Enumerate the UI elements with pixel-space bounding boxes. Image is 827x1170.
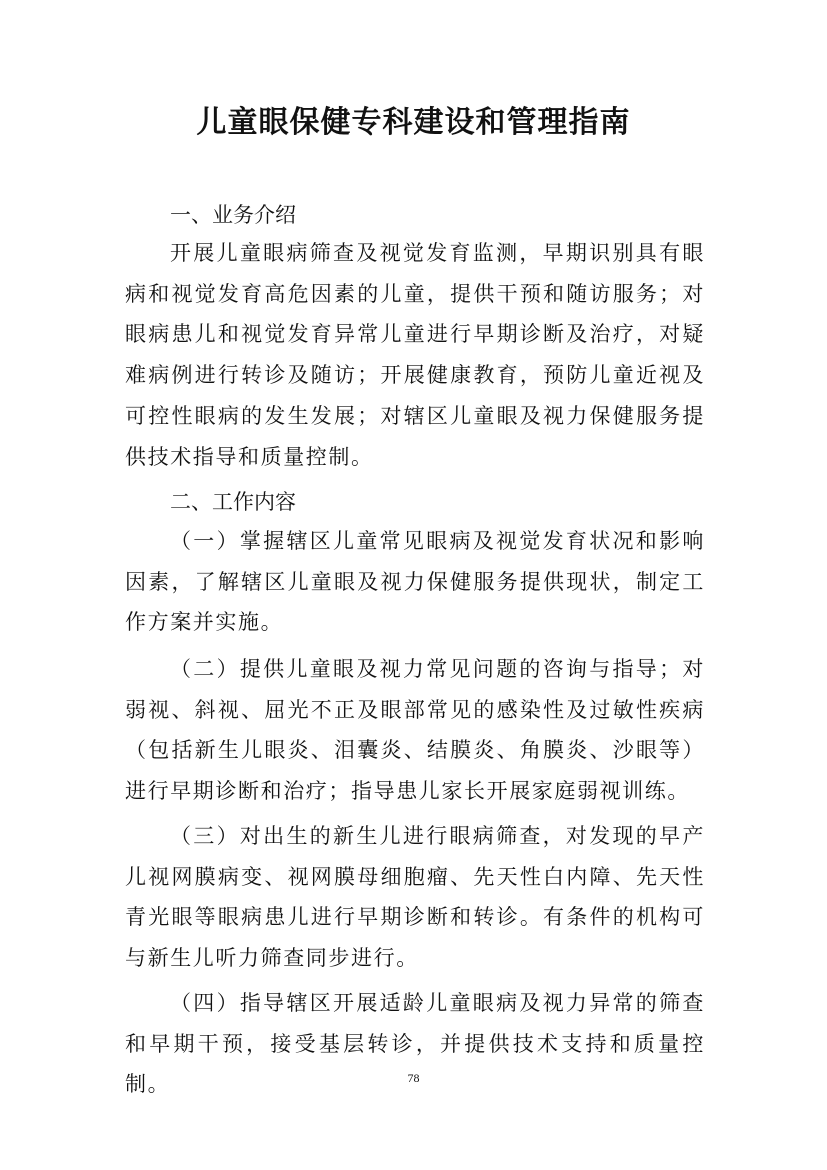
document-title: 儿童眼保健专科建设和管理指南 xyxy=(196,105,631,140)
section-body-work-content-2 xyxy=(125,649,705,812)
section-body-business-intro xyxy=(125,233,705,477)
paragraph: （三）对出生的新生儿进行眼病筛查，对发现的早产儿视网膜病变、视网膜母细胞瘤、先天性白内障、先天性青光眼等眼病患儿进行早期诊断和转诊。有条件的机构可与新生儿听力筛查同步进行。 xyxy=(125,824,705,971)
section-body-work-content-3 xyxy=(125,816,705,979)
page-number: 78 xyxy=(407,1071,420,1085)
paragraph: （二）提供儿童眼及视力常见问题的咨询与指导；对弱视、斜视、屈光不正及眼部常见的感染性及过敏性疾病（包括新生儿眼炎、泪囊炎、结膜炎、角膜炎、沙眼等）进行早期诊断和治疗；指导患儿家长开展家庭弱视训练。 xyxy=(125,657,705,804)
paragraph: 开展儿童眼病筛查及视觉发育监测，早期识别具有眼病和视觉发育高危因素的儿童，提供干预和随访服务；对眼病患儿和视觉发育异常儿童进行早期诊断及治疗，对疑难病例进行转诊及随访；开展健康教育，预防儿童近视及可控性眼病的发生发展；对辖区儿童眼及视力保健服务提供技术指导和质量控制。 xyxy=(125,241,705,469)
section-heading-business-intro: 一、业务介绍 xyxy=(170,203,296,227)
section-body-work-content-4 xyxy=(125,983,705,1105)
paragraph: （一）掌握辖区儿童常见眼病及视觉发育状况和影响因素，了解辖区儿童眼及视力保健服务提供现状，制定工作方案并实施。 xyxy=(125,529,705,635)
section-heading-work-content: 二、工作内容 xyxy=(170,490,296,514)
paragraph: （四）指导辖区开展适龄儿童眼病及视力异常的筛查和早期干预，接受基层转诊，并提供技术支持和质量控制。 xyxy=(125,991,705,1097)
section-body-work-content-1 xyxy=(125,521,705,643)
